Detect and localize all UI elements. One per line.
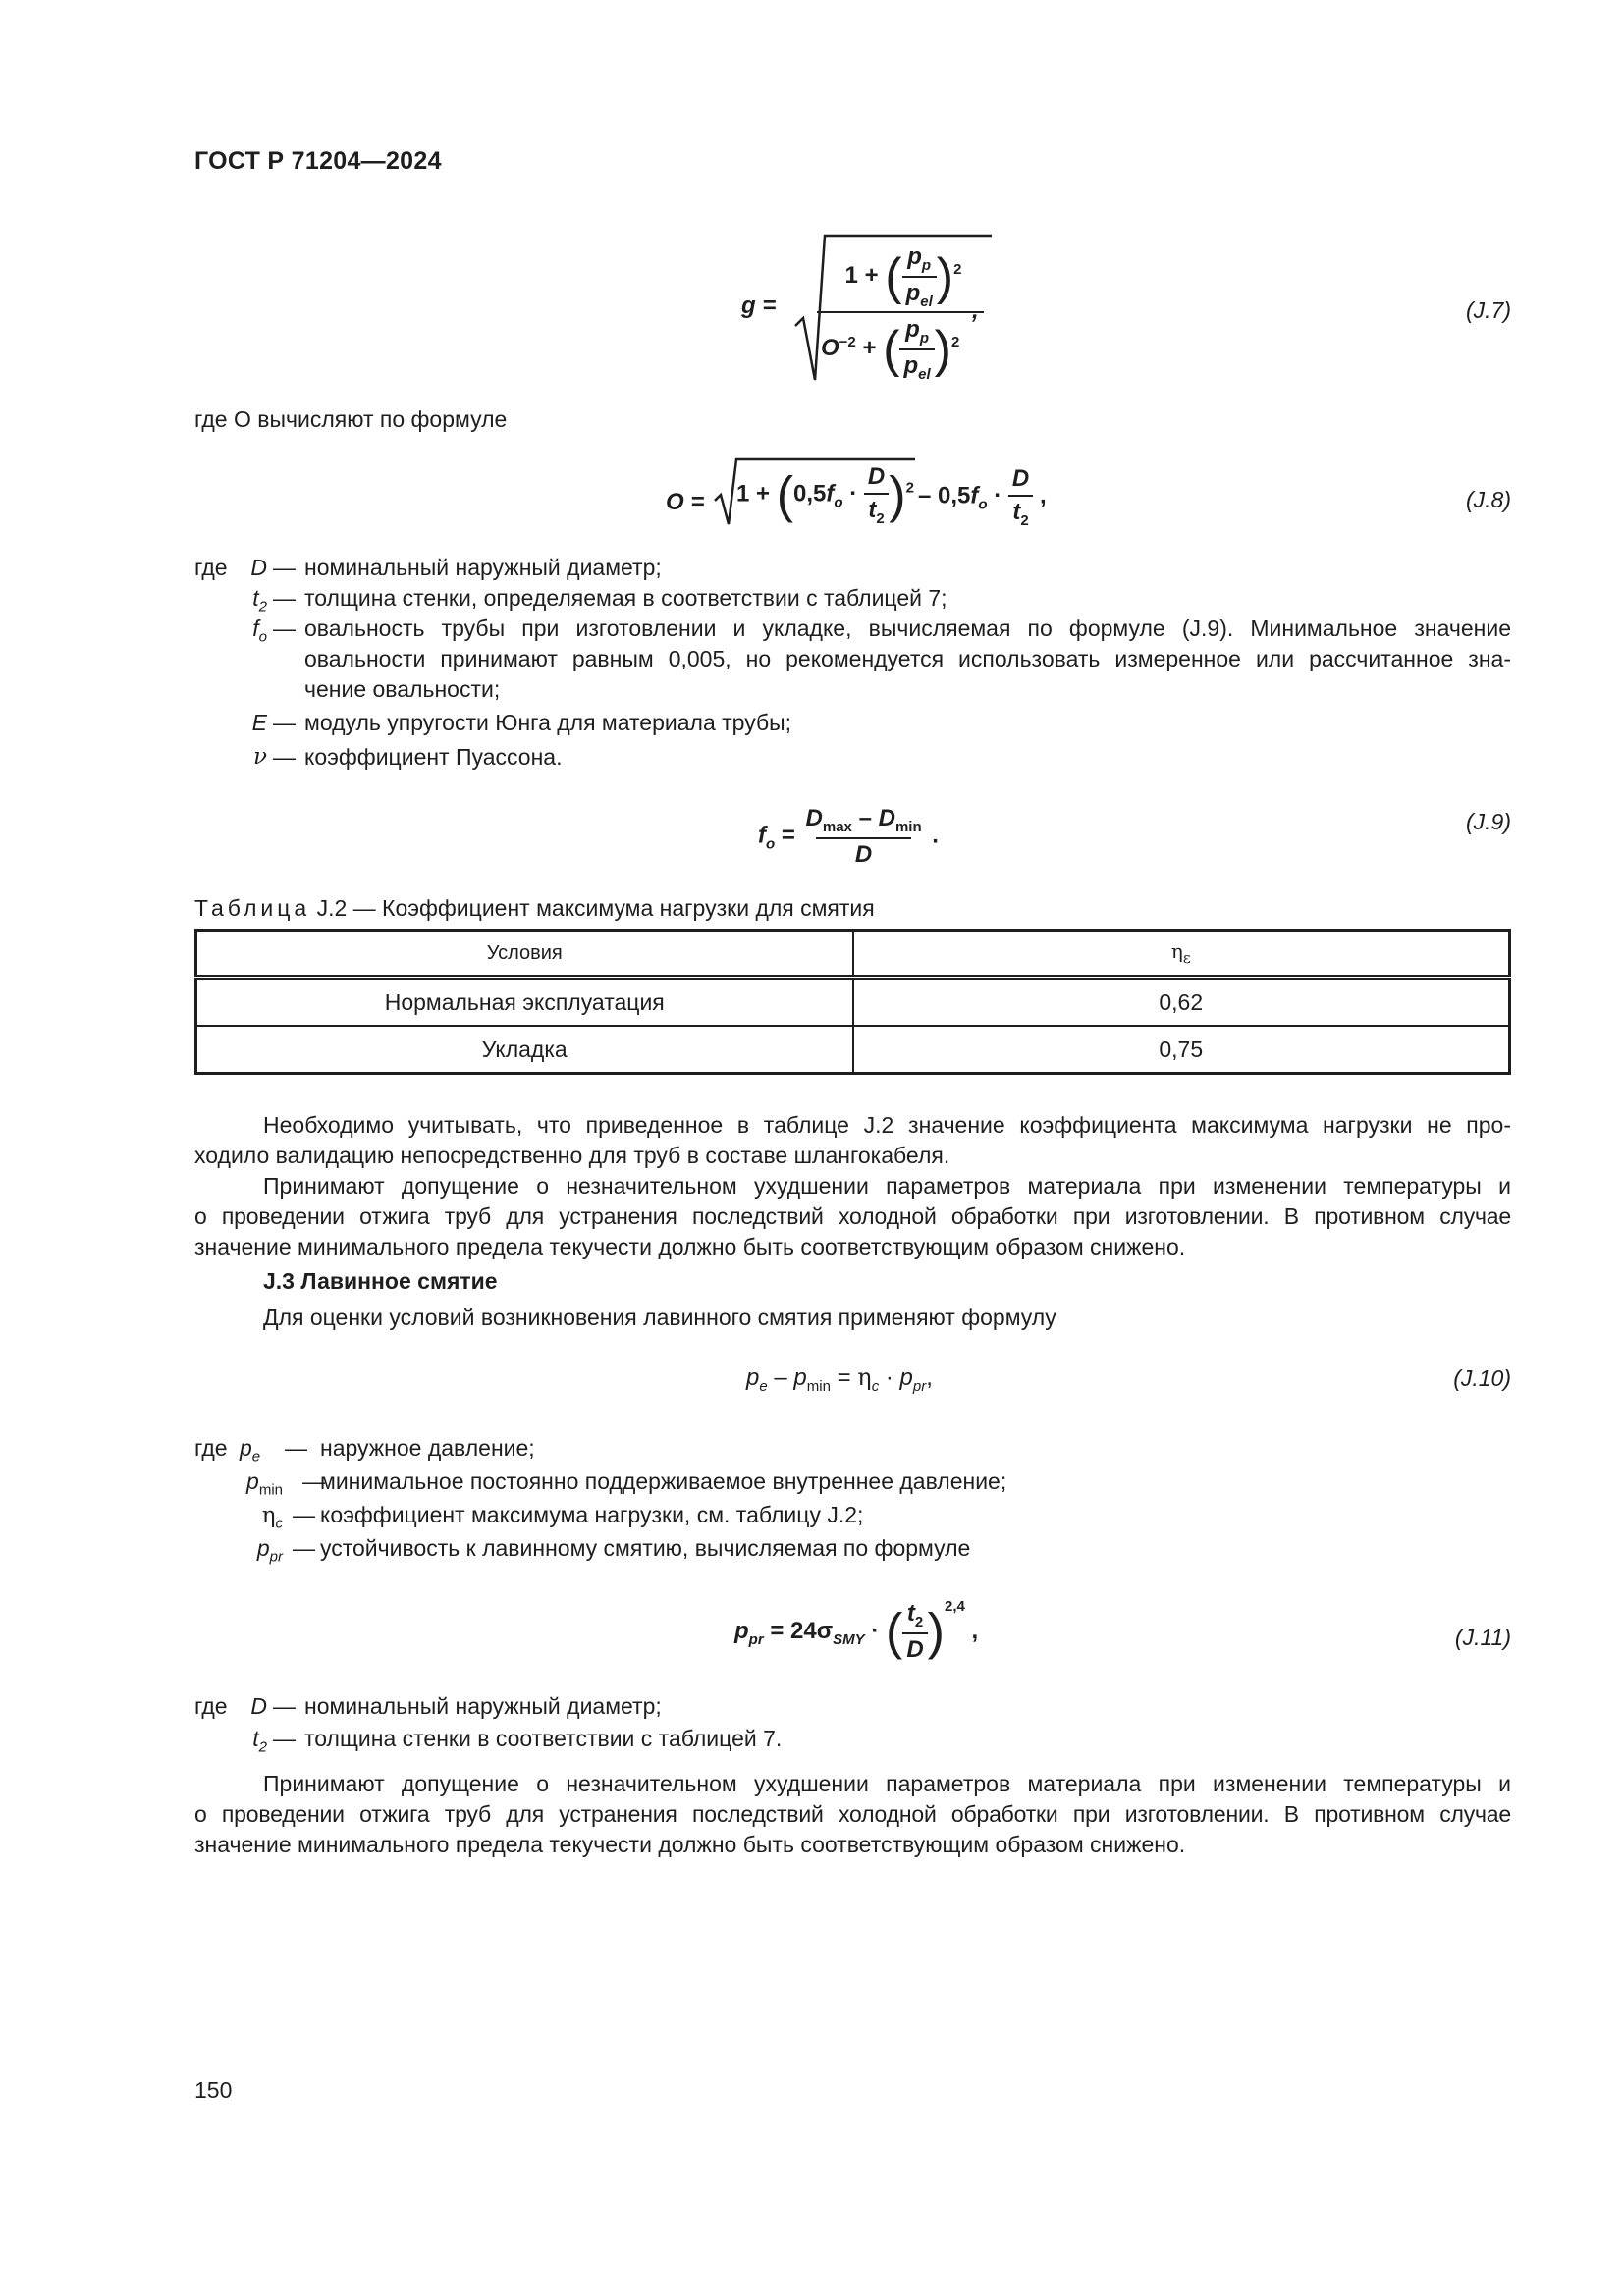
document-id: ГОСТ Р 71204—2024 bbox=[194, 147, 442, 175]
eq-j10: $p_e - p_{min} = \eta_c \cdot p_{pr}$, bbox=[746, 1363, 933, 1395]
eq-j8-radicand: $1 + (0,5f_o$ · $\frac{D}{t_2}$ )$^2$ bbox=[736, 463, 914, 527]
eq-j11-label: (J.11) bbox=[1454, 1625, 1511, 1650]
table-cell: 0,62 bbox=[853, 978, 1510, 1027]
section-intro: Для оценки условий возникновения лавинного смятия применяют формулу bbox=[263, 1305, 1056, 1330]
paragraph-3-line-2: о проведении отжига труб для устранения последствий холодной обработки при изготовлении. В противном случае bbox=[194, 1801, 1511, 1827]
table-cell: 0,75 bbox=[853, 1026, 1510, 1074]
section-title: J.3 Лавинное смятие bbox=[263, 1268, 498, 1294]
eq-j7-numerator: 1 + ( $\frac{p_p}{p_{el}}$ )$^2$ bbox=[844, 243, 962, 310]
table-header-row bbox=[196, 931, 1510, 978]
table-cell: Укладка bbox=[196, 1026, 853, 1074]
eq-j9: $f_o$ = $\frac{D_{max} - D_{min}}{D}$ . bbox=[758, 805, 939, 868]
load-factor-table bbox=[194, 929, 1511, 1075]
eq-j7-main-fraction-bar bbox=[817, 311, 984, 313]
eq-j8-tail: – $0,5f_o$ · $\frac{D}{t_2}$ , bbox=[918, 465, 1047, 529]
eq-j8-lhs: O = bbox=[666, 489, 705, 515]
eq-j11: $p_{pr} = 24\sigma_{SMY}$ · ( $\frac{t_2}{D}$ )$^{2,4}$ , bbox=[734, 1598, 979, 1664]
table-cell: Нормальная эксплуатация bbox=[196, 978, 853, 1027]
paragraph-2-line-1: Принимают допущение о незначительном ухудшении параметров материала при изменении температуры и bbox=[263, 1173, 1511, 1199]
eq-j7-comma: , bbox=[972, 297, 979, 324]
eq-j8-label: (J.8) bbox=[1466, 487, 1511, 512]
paragraph-3-line-1: Принимают допущение о незначительном ухудшении параметров материала при изменении температуры и bbox=[263, 1771, 1511, 1796]
table-caption: Таблица J.2 — Коэффициент максимума нагрузки для смятия bbox=[194, 895, 875, 921]
table-header-cell: $\eta_\varepsilon$ bbox=[853, 931, 1510, 978]
eq-j7-denominator: $O^{-2}$ + ( $\frac{p_p}{p_{el}}$ )$^2$ bbox=[821, 316, 960, 383]
eq-j7-label: (J.7) bbox=[1466, 297, 1511, 323]
paragraph-2-line-2: о проведении отжига труб для устранения последствий холодной обработки при изготовлении. В противном случае bbox=[194, 1203, 1511, 1229]
table-header-cell: Условия bbox=[196, 931, 853, 978]
page-number: 150 bbox=[194, 2077, 233, 2103]
table-row bbox=[196, 1026, 1510, 1074]
paragraph-3-line-3: значение минимального предела текучести должно быть соответствующим образом снижено. bbox=[194, 1832, 1186, 1857]
where-o-text: где O вычисляют по формуле bbox=[194, 406, 508, 432]
eq-j10-label: (J.10) bbox=[1453, 1365, 1511, 1391]
paragraph-1-line-1: Необходимо учитывать, что приведенное в таблице J.2 значение коэффициента максимума нагрузки не про- bbox=[263, 1112, 1511, 1138]
paragraph-2-line-3: значение минимального предела текучести должно быть соответствующим образом снижено. bbox=[194, 1234, 1186, 1259]
table-row bbox=[196, 978, 1510, 1027]
eq-j7-lhs: g = bbox=[741, 293, 777, 319]
paragraph-1-line-2: ходило валидацию непосредственно для труб в составе шлангокабеля. bbox=[194, 1143, 950, 1168]
eq-j9-label: (J.9) bbox=[1466, 809, 1511, 834]
